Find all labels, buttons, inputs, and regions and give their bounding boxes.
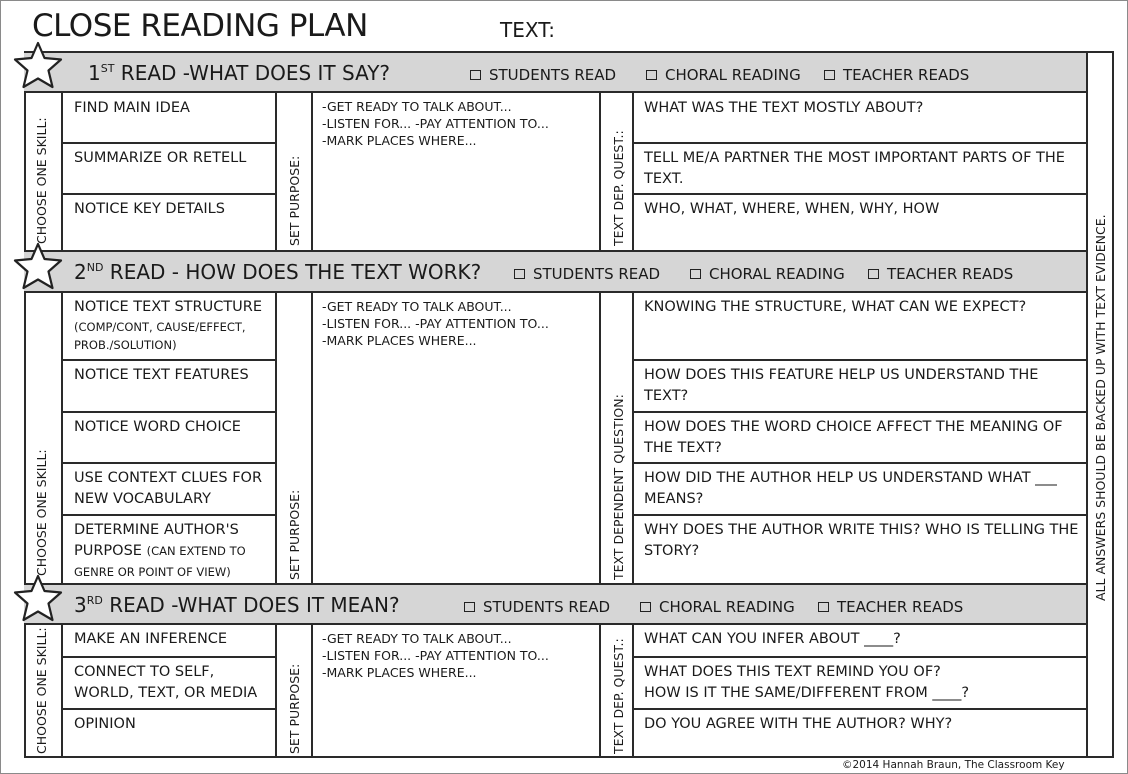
question-item: KNOWING THE STRUCTURE, WHAT CAN WE EXPECT?: [644, 299, 1027, 315]
divider: [632, 656, 1086, 658]
divider: [61, 708, 275, 710]
divider: [61, 625, 63, 758]
skill-item: NOTICE TEXT STRUCTURE (COMP/CONT, CAUSE/EFFECT, PROB./SOLUTION): [74, 299, 263, 352]
read-2-teacher-reads-checkbox[interactable]: TEACHER READS: [868, 265, 1013, 283]
divider: [311, 625, 313, 758]
read-3-choral-reading-checkbox[interactable]: CHORAL READING: [640, 598, 795, 616]
skill-item: MAKE AN INFERENCE: [74, 631, 228, 647]
divider: [632, 462, 1086, 464]
star-icon: [12, 573, 64, 623]
question-item: WHAT CAN YOU INFER ABOUT ____?: [644, 631, 901, 647]
question-item: DO YOU AGREE WITH THE AUTHOR? WHY?: [644, 716, 953, 732]
read-1-title: 1ST READ -WHAT DOES IT SAY?: [88, 61, 391, 85]
divider: [599, 293, 601, 583]
divider: [632, 193, 1086, 195]
question-item: HOW DID THE AUTHOR HELP US UNDERSTAND WHAT ___ MEANS?: [644, 470, 1057, 507]
divider: [311, 293, 313, 583]
set-purpose-label: SET PURPOSE:: [287, 663, 302, 754]
divider: [632, 142, 1086, 144]
skill-item: NOTICE KEY DETAILS: [74, 201, 225, 217]
question-item: TELL ME/A PARTNER THE MOST IMPORTANT PARTS OF THE TEXT.: [644, 150, 1065, 187]
divider: [632, 359, 1086, 361]
divider: [632, 93, 634, 250]
skill-item: SUMMARIZE OR RETELL: [74, 150, 247, 166]
divider: [61, 514, 275, 516]
side-note: ALL ANSWERS SHOULD BE BACKED UP WITH TEXT EVIDENCE.: [1093, 214, 1108, 601]
divider: [61, 359, 275, 361]
divider: [632, 293, 634, 583]
divider: [599, 93, 601, 250]
divider: [61, 293, 63, 583]
read-3-header: [24, 583, 1086, 625]
read-3-teacher-reads-checkbox[interactable]: TEACHER READS: [818, 598, 963, 616]
question-item: HOW DOES THIS FEATURE HELP US UNDERSTAND THE TEXT?: [644, 367, 1039, 404]
divider: [275, 93, 277, 250]
divider: [275, 625, 277, 758]
skill-item: OPINION: [74, 716, 136, 732]
set-purpose-label: SET PURPOSE:: [287, 489, 302, 580]
text-label: TEXT:: [500, 18, 555, 42]
divider: [632, 708, 1086, 710]
divider: [632, 514, 1086, 516]
choose-one-skill-label: CHOOSE ONE SKILL:: [34, 627, 49, 754]
star-icon: [12, 40, 64, 90]
read-3-students-read-checkbox[interactable]: STUDENTS READ: [464, 598, 610, 616]
divider: [61, 411, 275, 413]
read-1-choral-reading-checkbox[interactable]: CHORAL READING: [646, 66, 801, 84]
read-1-header: [24, 51, 1086, 93]
copyright-note: ©2014 Hannah Braun, The Classroom Key: [842, 759, 1065, 771]
read-1-students-read-checkbox[interactable]: STUDENTS READ: [470, 66, 616, 84]
divider: [599, 625, 601, 758]
purpose-prompts: -GET READY TO TALK ABOUT... -LISTEN FOR... -PAY ATTENTION TO... -MARK PLACES WHERE...: [322, 299, 549, 348]
skill-item: NOTICE WORD CHOICE: [74, 419, 241, 435]
skill-item: CONNECT TO SELF, WORLD, TEXT, OR MEDIA: [74, 664, 258, 701]
divider: [632, 625, 634, 758]
read-1-teacher-reads-checkbox[interactable]: TEACHER READS: [824, 66, 969, 84]
purpose-prompts: -GET READY TO TALK ABOUT... -LISTEN FOR... -PAY ATTENTION TO... -MARK PLACES WHERE...: [322, 99, 549, 148]
page-title: CLOSE READING PLAN: [32, 8, 368, 44]
text-dep-quest-label: TEXT DEP. QUEST.:: [611, 638, 626, 754]
divider: [61, 93, 63, 250]
read-2-header: [24, 250, 1086, 293]
read-2-title: 2ND READ - HOW DOES THE TEXT WORK?: [74, 260, 482, 284]
read-2-choral-reading-checkbox[interactable]: CHORAL READING: [690, 265, 845, 283]
question-item: WHO, WHAT, WHERE, WHEN, WHY, HOW: [644, 201, 940, 217]
read-2-students-read-checkbox[interactable]: STUDENTS READ: [514, 265, 660, 283]
set-purpose-label: SET PURPOSE:: [287, 155, 302, 246]
text-dependent-question-label: TEXT DEPENDENT QUESTION:: [611, 394, 626, 580]
read-3-title: 3RD READ -WHAT DOES IT MEAN?: [74, 593, 400, 617]
question-item: HOW DOES THE WORD CHOICE AFFECT THE MEANING OF THE TEXT?: [644, 419, 1063, 456]
divider: [311, 93, 313, 250]
skill-item: USE CONTEXT CLUES FOR NEW VOCABULARY: [74, 470, 263, 507]
divider: [61, 142, 275, 144]
divider: [61, 656, 275, 658]
purpose-prompts: -GET READY TO TALK ABOUT... -LISTEN FOR... -PAY ATTENTION TO... -MARK PLACES WHERE...: [322, 631, 549, 680]
skill-item: DETERMINE AUTHOR'S PURPOSE (CAN EXTEND TO GENRE OR POINT OF VIEW): [74, 522, 246, 579]
choose-one-skill-label: CHOOSE ONE SKILL:: [34, 117, 49, 244]
divider: [275, 293, 277, 583]
question-item: WHY DOES THE AUTHOR WRITE THIS? WHO IS TELLING THE STORY?: [644, 522, 1079, 559]
question-item: WHAT DOES THIS TEXT REMIND YOU OF? HOW IS IT THE SAME/DIFFERENT FROM ____?: [644, 664, 970, 701]
star-icon: [12, 241, 64, 291]
skill-item: FIND MAIN IDEA: [74, 100, 190, 116]
choose-one-skill-label: CHOOSE ONE SKILL:: [34, 449, 49, 576]
skill-item: NOTICE TEXT FEATURES: [74, 367, 249, 383]
question-item: WHAT WAS THE TEXT MOSTLY ABOUT?: [644, 100, 924, 116]
text-dep-quest-label: TEXT DEP. QUEST.:: [611, 130, 626, 246]
divider: [61, 462, 275, 464]
divider: [61, 193, 275, 195]
divider: [632, 411, 1086, 413]
